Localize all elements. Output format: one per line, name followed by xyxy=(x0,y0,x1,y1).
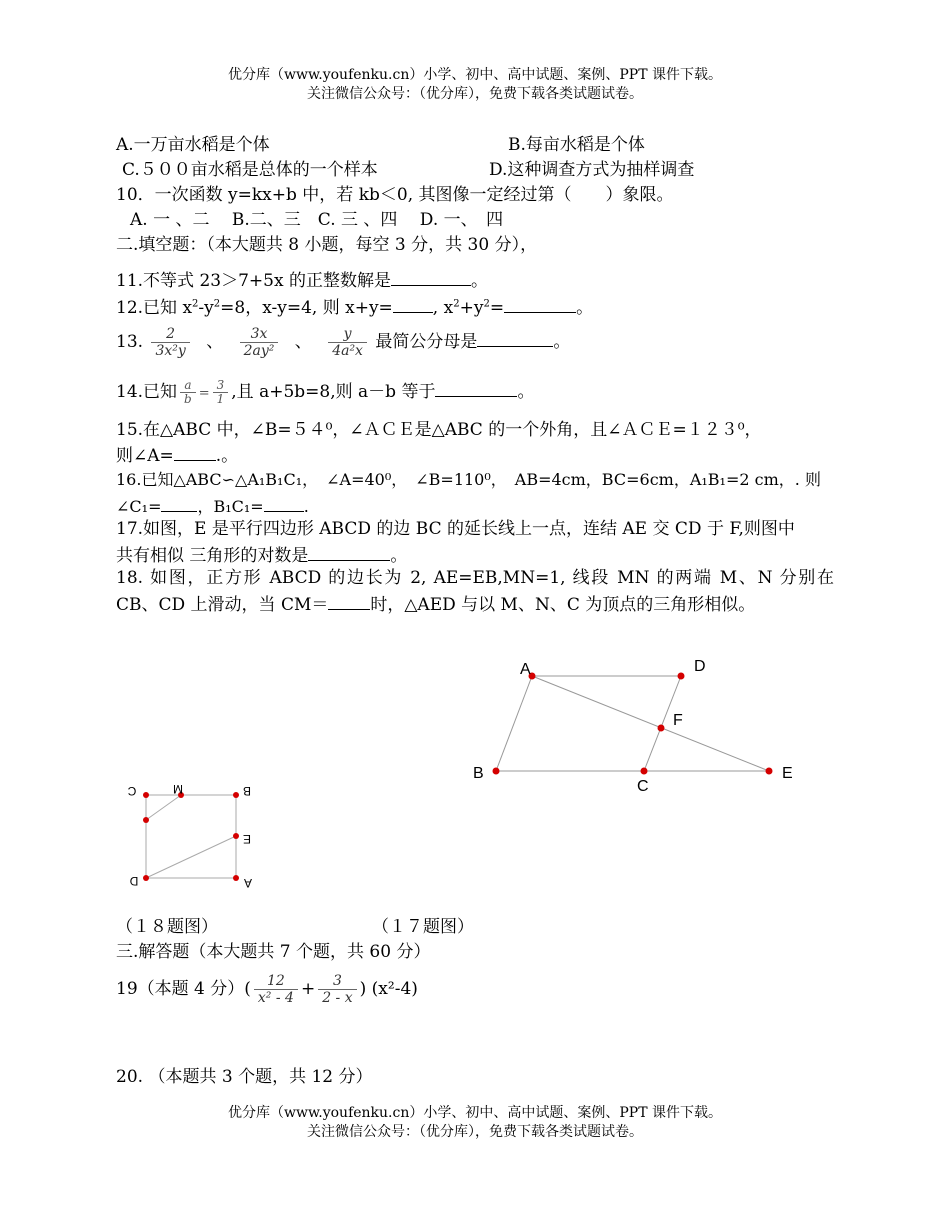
q18-line-2-a: CB、CD 上滑动，当 CM＝ xyxy=(116,595,329,615)
q13-separator-1: 、 xyxy=(206,332,224,352)
q12-blank-2[interactable] xyxy=(504,295,576,313)
q12-part-e: +y xyxy=(459,298,484,318)
q16-line-1: 16.已知△ABC∽△A₁B₁C₁， ∠A=40⁰， ∠B=110⁰， AB=4cm，BC=6cm，A₁B₁=2 cm，. 则 xyxy=(116,470,821,489)
q17-line-2-text: 共有相似 三角形的对数是 xyxy=(116,546,309,566)
q12 xyxy=(116,295,593,319)
fig17-point-D xyxy=(678,673,685,680)
fig17-label-E: E xyxy=(782,765,793,782)
q11-text: 11.不等式 23＞7+5x 的正整数解是 xyxy=(116,271,391,291)
q14-end: 。 xyxy=(517,382,535,402)
q19-plus: + xyxy=(300,979,316,999)
fig18-label-A: A xyxy=(243,876,253,890)
q14-label: 14.已知 xyxy=(116,382,178,402)
q15-end: .。 xyxy=(215,446,239,466)
fig18-label-C: C xyxy=(127,784,137,798)
q10-options: A. 一 、二 B.二、三 C. 三 、四 D. 一、 四 xyxy=(130,210,504,230)
fig18-point-D xyxy=(143,875,149,881)
q10-text: 10．一次函数 y=kx+b 中，若 kb＜0, 其图像一定经过第（ ）象限。 xyxy=(116,185,674,205)
page-footer xyxy=(0,1104,950,1142)
q14-fb-numerator: 3 xyxy=(216,378,225,392)
q16-end: . xyxy=(303,497,309,516)
q11 xyxy=(116,268,488,292)
q13-f1-denominator: 3x²y xyxy=(151,342,189,359)
q12-sup-2: 2 xyxy=(213,298,221,310)
fig17-point-B xyxy=(493,768,500,775)
q17-line-1: 17.如图，E 是平行四边形 ABCD 的边 BC 的延长线上一点，连结 AE 交 CD 于 F,则图中 xyxy=(116,519,795,539)
q12-sup-4: 2 xyxy=(483,298,490,310)
q19 xyxy=(116,966,418,1012)
page-header-top xyxy=(0,66,950,104)
q15-line-2 xyxy=(116,443,238,467)
q9-option-c: C.５００亩水稻是总体的一个样本 xyxy=(122,160,378,180)
fig18-segment-DE xyxy=(146,836,236,878)
q12-part-d: , x xyxy=(432,298,454,318)
fig17-label-A: A xyxy=(520,661,531,678)
q13-label: 13. xyxy=(116,332,144,352)
q14-equals: = xyxy=(198,386,210,401)
q19-label: 19（本题 4 分）( xyxy=(116,979,251,999)
fig17-label-D: D xyxy=(694,658,706,675)
q18-line-2 xyxy=(116,592,755,616)
q12-part-b: -y xyxy=(198,298,214,318)
fig18-label-D: D xyxy=(129,874,139,888)
q16-line-2-a: ∠C₁= xyxy=(116,497,162,516)
q14-answer-blank[interactable] xyxy=(435,379,517,397)
fig18-label-B: B xyxy=(242,784,252,798)
fig17-point-F xyxy=(658,725,665,732)
header-line-1: 优分库（www.youfenku.cn）小学、初中、高中试题、案例、PPT 课件下载。 xyxy=(227,67,722,83)
q19-f2-denominator: 2 - x xyxy=(318,989,356,1006)
q12-blank-1[interactable] xyxy=(393,295,433,313)
q18-answer-blank[interactable] xyxy=(328,592,370,610)
q13-separator-2: 、 xyxy=(294,332,312,352)
fig17-label-B: B xyxy=(473,765,484,782)
q14 xyxy=(116,372,534,414)
q19-f2-numerator: 3 xyxy=(332,973,342,989)
footer-line-1: 优分库（www.youfenku.cn）小学、初中、高中试题、案例、PPT 课件下载。 xyxy=(227,1105,722,1121)
fig18-point-C xyxy=(143,792,149,798)
figure-18 xyxy=(120,775,270,900)
q9-option-a: A.一万亩水稻是个体 xyxy=(116,135,270,155)
fig17-segment-AB xyxy=(496,676,532,771)
q17-line-2 xyxy=(116,543,407,567)
q13-f3-denominator: 4a²x xyxy=(328,342,367,359)
section-2-title: 二.填空题：（本大题共 8 小题，每空 3 分，共 30 分）， xyxy=(116,235,538,255)
q13-end: 。 xyxy=(553,332,571,352)
q15-line-2-text: 则∠A= xyxy=(116,446,174,466)
q16-line-2-b: ，B₁C₁= xyxy=(197,497,264,516)
q16-blank-1[interactable] xyxy=(161,494,197,512)
q15-answer-blank[interactable] xyxy=(174,443,216,461)
fig17-caption: （１７题图） xyxy=(372,917,474,937)
q9-option-b: B.每亩水稻是个体 xyxy=(508,135,645,155)
q19-fraction-2 xyxy=(318,973,356,1006)
q13 xyxy=(116,320,570,364)
q12-end: 。 xyxy=(576,298,594,318)
q19-f1-numerator: 12 xyxy=(267,973,285,989)
fig18-point-E xyxy=(233,833,239,839)
q11-end: 。 xyxy=(470,271,488,291)
q16-blank-2[interactable] xyxy=(264,494,304,512)
q12-part-f: = xyxy=(489,298,505,318)
q14-fb-denominator: 1 xyxy=(213,392,229,406)
q13-f1-numerator: 2 xyxy=(166,326,176,342)
q14-fraction-ab xyxy=(180,379,196,406)
q9-option-d: D.这种调查方式为抽样调查 xyxy=(489,160,695,180)
fig18-point-A xyxy=(233,875,239,881)
section-3-title: 三.解答题（本大题共 7 个题，共 60 分） xyxy=(116,942,431,962)
fig17-label-F: F xyxy=(673,712,683,729)
q16-line-2 xyxy=(116,494,309,518)
q13-fraction-3 xyxy=(328,326,367,359)
q19-fraction-1 xyxy=(254,973,298,1006)
q19-f1-denominator: x² - 4 xyxy=(254,989,298,1006)
q13-fraction-1 xyxy=(151,326,189,359)
q13-f2-denominator: 2ay² xyxy=(240,342,279,359)
q13-f2-numerator: 3x xyxy=(250,326,268,342)
q12-part-c: =8，x-y=4, 则 x+y= xyxy=(220,298,393,318)
q14-fa-numerator: a xyxy=(184,378,192,392)
q14-fraction-31 xyxy=(213,379,229,406)
fig17-segment-AE xyxy=(532,676,769,771)
footer-line-2: 关注微信公众号：（优分库），免费下载各类试题试卷。 xyxy=(307,1124,643,1140)
q19-close-paren: ) xyxy=(359,979,367,999)
q13-text: 最简公分母是 xyxy=(375,332,478,352)
q12-sup-1: 2 xyxy=(192,298,199,310)
q13-answer-blank[interactable] xyxy=(477,329,553,347)
q15-line-1: 15.在△ABC 中，∠B=５４⁰，∠ＡＣＥ是△ABC 的一个外角，且∠ＡＣＥ=１２３⁰， xyxy=(116,420,762,440)
fig17-point-C xyxy=(641,768,648,775)
q17-answer-blank[interactable] xyxy=(308,543,390,561)
q17-end: 。 xyxy=(390,546,408,566)
q13-fraction-2 xyxy=(240,326,279,359)
fig18-square-ABCD xyxy=(146,795,236,878)
q14-text: ,且 a+5b=8,则 a－b 等于 xyxy=(231,382,436,402)
fig17-point-E xyxy=(766,768,773,775)
q12-sup-3: 2 xyxy=(453,298,460,310)
q13-f3-numerator: y xyxy=(343,326,352,342)
figure-17 xyxy=(460,650,810,800)
q12-part-a: 12.已知 x xyxy=(116,298,193,318)
fig18-label-M: M xyxy=(173,782,183,796)
q19-factor: (x²-4) xyxy=(371,979,418,999)
q18-line-2-b: 时，△AED 与以 M、N、C 为顶点的三角形相似。 xyxy=(370,595,756,615)
fig18-point-B xyxy=(233,792,239,798)
fig18-label-E: E xyxy=(242,832,252,846)
header-line-2: 关注微信公众号：（优分库），免费下载各类试题试卷。 xyxy=(307,86,643,102)
q18-line-1: 18. 如图，正方形 ABCD 的边长为 2, AE=EB,MN=1, 线段 MN 的两端 M、N 分别在 xyxy=(116,568,834,588)
fig18-segment-MN xyxy=(146,795,181,820)
q14-fa-denominator: b xyxy=(180,392,196,406)
fig17-label-C: C xyxy=(637,778,649,795)
q20-text: 20. （本题共 3 个题，共 12 分） xyxy=(116,1067,373,1087)
fig18-caption: （１８题图） xyxy=(116,917,218,937)
fig18-point-N xyxy=(143,817,149,823)
q11-answer-blank[interactable] xyxy=(391,268,471,286)
